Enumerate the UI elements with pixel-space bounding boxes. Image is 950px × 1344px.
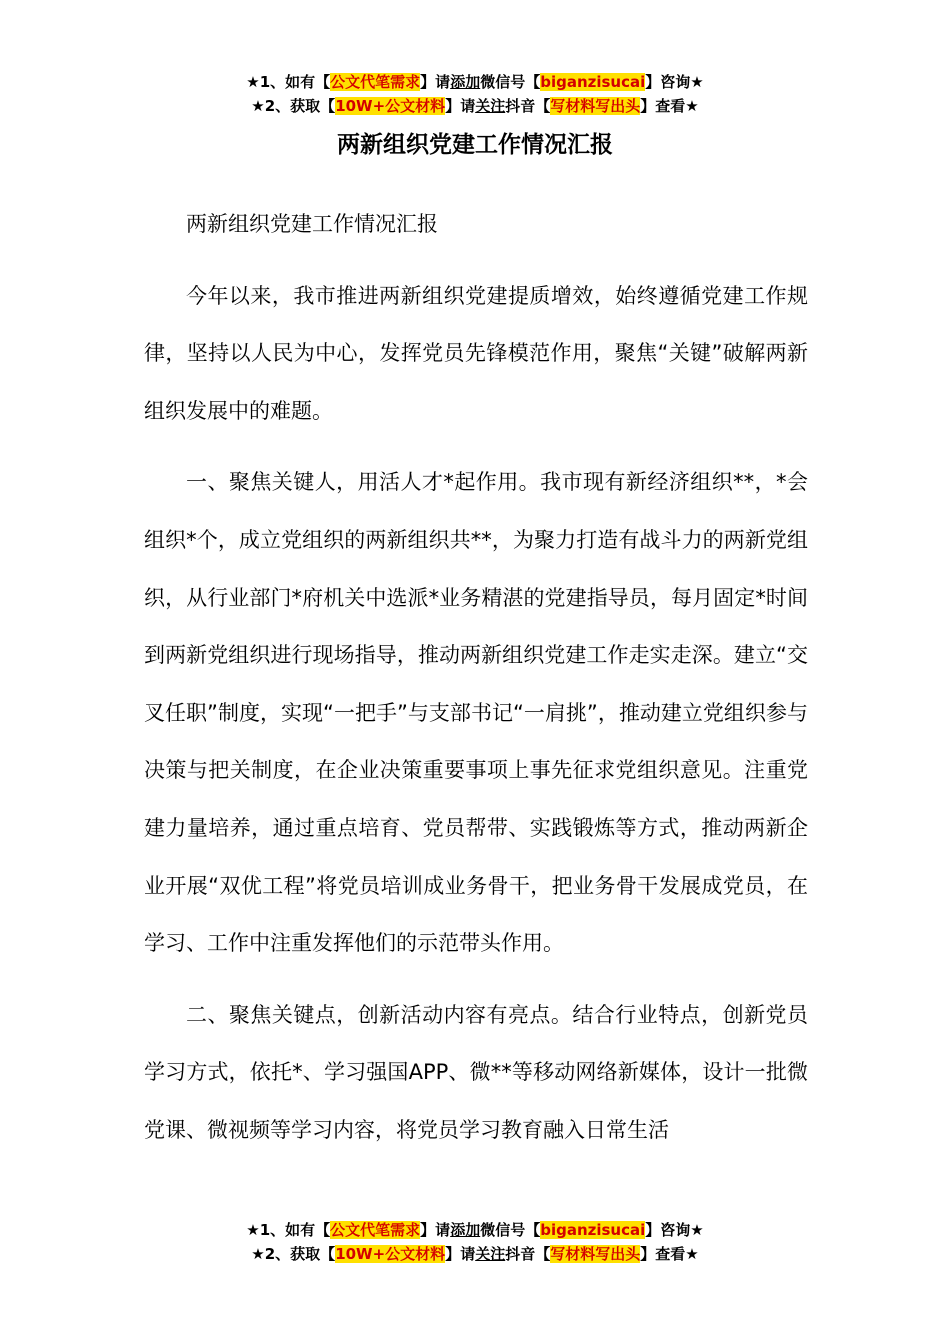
banner-highlight: 10W+公文材料 (335, 1245, 446, 1263)
banner-text: ★1、如有【 (246, 73, 331, 91)
banner-text: 微信号【 (480, 1221, 541, 1239)
banner-text: 】请 (420, 73, 451, 91)
document-title: 两新组织党建工作情况汇报 (337, 132, 613, 158)
banner-underline: 关注 (475, 1245, 506, 1263)
paragraph: 一、聚焦关键人，用活人才*起作用。我市现有新经济组织**，*会组织*个，成立党组织的两新组织共**，为聚力打造有战斗力的两新党组织，从行业部门*府机关中选派*业务精湛的党建指导员，每月固定*时间到两新党组织进行现场指导，推动两新组织党建工作走实走深。建立“交叉任职”制度，实现“一把手”与支部书记“一肩挑”，推动建立党组织参与决策与把关制度，在企业决策重要事项上事先征求党组织意见。注重党建力量培养，通过重点培育、党员帮带、实践锻炼等方式，推动两新企业开展“双优工程”将党员培训成业务骨干，把业务骨干发展成党员，在学习、工作中注重发挥他们的示范带头作用。 (144, 470, 808, 956)
banner-text: 】咨询★ (645, 1221, 704, 1239)
document-body (144, 196, 808, 1174)
banner-text: 微信号【 (480, 73, 541, 91)
banner-highlight: 写材料写出头 (550, 97, 641, 115)
banner-highlight: 写材料写出头 (550, 1245, 641, 1263)
paragraph: 二、聚焦关键点，创新活动内容有亮点。结合行业特点，创新党员学习方式，依托*、学习强国APP、微**等移动网络新媒体，设计一批微党课、微视频等学习内容，将党员学习教育融入日常生活 (144, 1002, 808, 1142)
banner-highlight: biganzisucai (540, 73, 646, 91)
banner-text: 】查看★ (640, 97, 699, 115)
banner-highlight: 10W+公文材料 (335, 97, 446, 115)
banner-text: 】咨询★ (645, 73, 704, 91)
banner-highlight: 公文代笔需求 (330, 1221, 421, 1239)
paragraph: 两新组织党建工作情况汇报 (186, 212, 438, 236)
banner-highlight: biganzisucai (540, 1221, 646, 1239)
banner-underline: 添加 (450, 73, 481, 91)
banner-text: 】请 (445, 1245, 476, 1263)
footer-banner (0, 1218, 950, 1266)
banner-text: 】查看★ (640, 1245, 699, 1263)
banner-underline: 关注 (475, 97, 506, 115)
banner-text: 抖音【 (505, 1245, 551, 1263)
banner-text: 】请 (445, 97, 476, 115)
banner-text: 抖音【 (505, 97, 551, 115)
banner-text: 】请 (420, 1221, 451, 1239)
paragraph: 今年以来，我市推进两新组织党建提质增效，始终遵循党建工作规律，坚持以人民为中心，发挥党员先锋模范作用，聚焦“关键”破解两新组织发展中的难题。 (144, 283, 808, 423)
header-banner (0, 70, 950, 118)
banner-line-1 (0, 70, 950, 94)
banner-text: ★1、如有【 (246, 1221, 331, 1239)
banner-line-2 (0, 1242, 950, 1266)
banner-line-1 (0, 1218, 950, 1242)
banner-line-2 (0, 94, 950, 118)
banner-text: ★2、获取【 (251, 97, 336, 115)
banner-text: ★2、获取【 (251, 1245, 336, 1263)
banner-underline: 添加 (450, 1221, 481, 1239)
banner-highlight: 公文代笔需求 (330, 73, 421, 91)
